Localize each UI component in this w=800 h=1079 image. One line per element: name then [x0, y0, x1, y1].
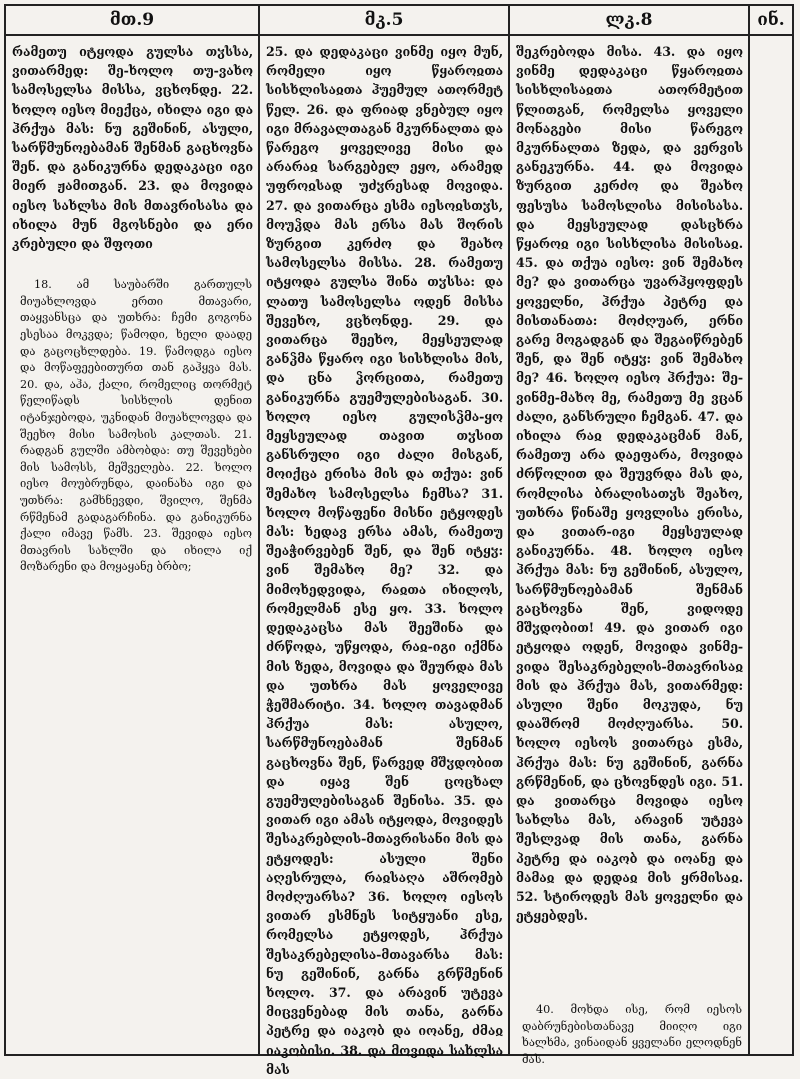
- mark-old-georgian-text: 25. და დედაკაცი ვინმე იყო მუნ, რომელი იყო წყაროჲთა სისხლისაჲთა ჰუემულ ათორმეტ წელ. 26. და ფრიად ვნებულ იყო იგი მრავალთაგან მკურნალთა და წარეგო ყოველივე მისი და არარაჲ სარგებელ ეყო, არამედ უფროჲსად უძჳრესად მოვიდა. 27. და ვითარცა ესმა იესოჲსთჳს, მოუჴდა მას ერსა მას შორის ზურგით კერძო და შეახო სამოსელსა მისსა. 28. რამეთუ იტყოდა გულსა შინა თჳსსა: და ლათუ სამოსელსა ოდენ მისსა შევეხო, ვცხონდე. 29. და ვითარცა შეეხო, მეყსეულად განჴმა წყარო იგი სისხლისა მის, და ცნა ჴორცითა, რამეთუ განიკურნა გუემულებისაგან. 30. ხოლო იესო გულისჴმა-ყო მეყსეულად თავით თჳსით განსრული იგი ძალი მისგან, მოიქცა ერისა მის და თქუა: ვინ შემახო სამოსელსა ჩემსა? 31. ხოლო მოწაფენი მისნი ეტყოდეს მას: ხედავ ერსა ამას, რამეთუ შეაჭირვებენ შენ, და შენ იტყჳ: ვინ შემახო მე? 32. და მიმოხედვიდა, რაჲთა იხილოს, რომელმან ესე ყო. 33. ხოლო დედაკაცსა მას შეეშინა და ძრწოდა, უწყოდა, რაჲ-იგი იქმნა მის ზედა, მოვიდა და შეურდა მას და უთხრა მას ყოველივე ჭეშმარიტი. 34. ხოლო თავადმან ჰრქუა მას: ასულო, სარწმუნოებამან შენმან გაცხოვნა შენ, წარვედ მშჳდობით და იყავ შენ ცოცხალ გუემულებისაგან შენისა. 35. და ვითარ იგი ამას იტყოდა, მოვიდეს შესაკრებლის-მთავრისანი მის და ეტყოდეს: ასული შენი აღესრულა, რაჲსაღა აშრომებ მოძღუარსა? 36. ხოლო იესოს ვითარ ესმნეს სიტყუანი ესე, რომელსა ეტყოდეს, ჰრქუა შესაკრებელისა-მთავარსა მას: ნუ გეშინინ, გარნა გრწმენინ ხოლო. 37. და არავინ უტევა მიცვენებად მის თანა, გარნა პეტრე და იაკობ და იოანე, ძმაჲ იაკობისი. 38. და მოვიდა სახლსა მას: [266, 44, 503, 1077]
- column-john-empty: [750, 36, 792, 1054]
- column-luke: [510, 36, 750, 1066]
- matthew-modern-translation: 18. ამ საუბარში გართულს მიუახლოვდა ერთი მთავარი, თაყვანსცა და უთხრა: ჩემი გოგონა ესესაა მოკვდა; წამოდი, ხელი დაადე და გაცოცხლდება. 19. წამოდგა იესო და მოწაფეებითურთ თან გაჰყვა მას. 20. და, აჰა, ქალი, რომელიც თორმეტ წელიწადს სისხლის დენით იტანჯებოდა, უკნიდან მიუახლოვდა და შეეხო მისი სამოსის კალთას. 21. რადგან გულში ამბობდა: თუ შევეხები მის სამოსს, მეშველება. 22. ხოლო იესო მოუბრუნდა, დაინახა იგი და უთხრა: გამხნევდი, შვილო, შენმა რწმენამ გადაგარჩინა. და განიკურნა ქალი იმავე წამს. 23. შევიდა იესო მთავრის სახლში და იხილა იქ მოზარენი და მოყაყანე ბრბო;: [20, 278, 252, 574]
- header-mark: მკ.5: [260, 6, 510, 34]
- column-mark: [260, 36, 510, 1077]
- column-header-row: [6, 6, 792, 36]
- luke-modern-translation: 40. მოხდა ისე, რომ იესოს დაბრუნებისთანავე მიიღო იგი ხალხმა, ვინაიდან ყველანი ელოდნენ მას.: [522, 1003, 742, 1066]
- header-matthew: მთ.9: [6, 6, 260, 34]
- header-john: ინ.: [757, 10, 785, 30]
- luke-old-georgian-text: შეკრებოდა მისა. 43. და იყო ვინმე დედაკაცი წყაროჲთა სისხლისაჲთა ათორმეტით წლითგან, რომელსა ყოველი მონაგები მისი წარეგო მკურნალთა ზედა, და ვერვის განეკურნა. 44. და მოვიდა ზურგით კერძო და შეახო ფესუსა სამოსლისა მისისასა. და მეყსეულად დასცხრა წყაროჲ იგი სისხლისა მისისაჲ. 45. და თქუა იესო: ვინ შემახო მე? და ვითარცა უვარჰყოფდეს ყოველნი, ჰრქუა პეტრე და მისთანათა: მოძღუარ, ერნი გარე მოგადგან და შეგაიწრებენ შენ, და შენ იტყჳ: ვინ შემახო მე? 46. ხოლო იესო ჰრქუა: შე-ვინმე-მახო მე, რამეთუ მე ვცან ძალი, განსრული ჩემგან. 47. და იხილა რაჲ დედაკაცმან მან, რამეთუ არა დაეფარა, მოვიდა ძრწოლით და შეუვრდა მას და, რომლისა ბრალისათჳს შეახო, უთხრა წინაშე ყოვლისა ერისა, და ვითარ-იგი მეყსეულად განიკურნა. 48. ხოლო იესო ჰრქუა მას: ნუ გეშინინ, ასულო, სარწმუნოებამან შენმან გაცხოვნა შენ, ვიდოდე მშჳდობით! 49. და ვითარ იგი ეტყოდა ოდენ, მოვიდა ვინმე-ვიდა შესაკრებელის-მთავრისაჲ მის და ჰრქუა მას, ვითარმედ: ასული შენი მოკუდა, ნუ დააშრომ მოძღუარსა. 50. ხოლო იესოს ვითარცა ესმა, ჰრქუა მას: ნუ გეშინინ, გარნა გრწმენინ, და ცხოვნდეს იგი. 51. და ვითარცა მოვიდა იესო სახლსა მას, არავინ უტევა შესლვად მის თანა, გარნა პეტრე და იაკობ და იოანე და მამაჲ და დედაჲ მის ყრმისაჲ. 52. სტიროდეს მას ყოველნი და ეტყებდეს.: [516, 44, 743, 924]
- header-luke: ლკ.8: [510, 6, 750, 34]
- scripture-page: [4, 4, 794, 1077]
- matthew-old-georgian-text: რამეთუ იტყოდა გულსა თჳსსა, ვითარმედ: შე-ხოლო თუ-ვახო სამოსელსა მისსა, ვცხონდე. 22. ხოლო იესო მიექცა, იხილა იგი და ჰრქუა მას: ნუ გეშინინ, ასული, სარწმუნოებამან შენმან გაცხოვნა შენ. და განიკურნა დედაკაცი იგი მიერ ჟამითგან. 23. და მოვიდა იესო სახლსა მის მთავრისასა და იხილა მუნ მგოსნები და ერი კრებული და შფოთი: [12, 44, 253, 252]
- column-matthew: [6, 36, 260, 1054]
